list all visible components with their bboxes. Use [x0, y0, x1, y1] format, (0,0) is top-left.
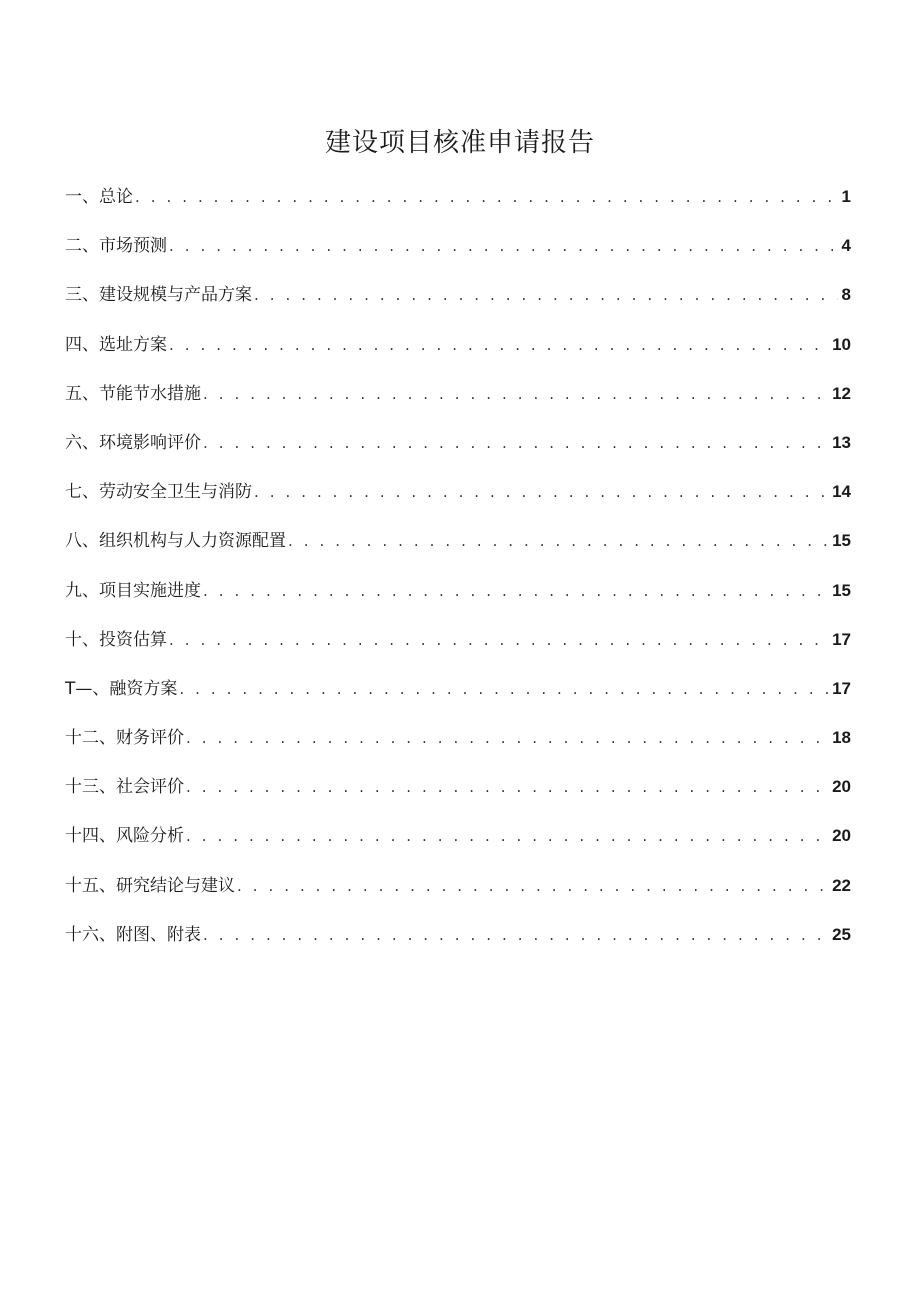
toc-page-number: 12 [832, 383, 851, 403]
toc-dot-leader [203, 426, 828, 460]
toc-page-number: 17 [832, 678, 851, 698]
toc-entry-7[interactable] [65, 475, 851, 524]
toc-dot-leader [254, 278, 838, 312]
toc-page-number: 22 [832, 875, 851, 895]
toc-entry-15[interactable] [65, 869, 851, 918]
toc-entry-5[interactable] [65, 377, 851, 426]
toc-page-number: 1 [841, 187, 851, 206]
toc-page-number: 20 [832, 826, 851, 846]
toc-entry-label: 十四、风险分析 [65, 826, 184, 847]
toc-entry-13[interactable] [65, 770, 851, 819]
toc-page-number: 13 [832, 432, 851, 452]
toc-dot-leader [237, 869, 828, 903]
toc-entry-4[interactable] [65, 328, 851, 377]
toc-entry-label: 六、环境影响评价 [65, 432, 201, 453]
toc-dot-leader [169, 623, 828, 657]
toc-entry-label: 九、项目实施进度 [65, 580, 201, 601]
toc-dot-leader [203, 918, 828, 952]
document-title: 建设项目核准申请报告 [324, 128, 595, 158]
toc-page-number: 4 [841, 236, 851, 256]
toc-entry-label: 十五、研究结论与建议 [65, 875, 235, 896]
toc-entry-label: 十三、社会评价 [65, 777, 184, 798]
toc-entry-3[interactable] [65, 278, 851, 327]
toc-page-number: 10 [832, 334, 851, 354]
toc-entry-label: 十六、附图、附表 [65, 924, 201, 945]
toc-entry-11[interactable] [65, 672, 851, 721]
toc-entry-label: 三、建设规模与产品方案 [65, 285, 252, 306]
toc-entry-label: 七、劳动安全卫生与消防 [65, 482, 252, 503]
toc-page-number: 25 [832, 924, 851, 944]
toc-page-number: 18 [832, 728, 851, 748]
toc-entry-label: 八、组织机构与人力资源配置 [65, 531, 286, 552]
toc-dot-leader [186, 819, 828, 853]
toc-page-number: 15 [832, 531, 851, 551]
toc-entry-1[interactable] [65, 180, 851, 229]
toc-entry-label: T—、融资方案 [65, 678, 178, 699]
toc-entry-label: 十二、财务评价 [65, 728, 184, 749]
toc-entry-8[interactable] [65, 524, 851, 573]
toc-dot-leader [135, 180, 838, 214]
toc-dot-leader [203, 377, 828, 411]
toc-dot-leader [203, 574, 828, 608]
toc-page-number: 15 [832, 580, 851, 600]
toc-dot-leader [288, 524, 828, 558]
table-of-contents [65, 180, 851, 967]
toc-entry-label: 二、市场预测 [65, 236, 167, 257]
toc-page-number: 14 [832, 482, 851, 502]
toc-entry-label: 五、节能节水措施 [65, 383, 201, 404]
toc-dot-leader [179, 672, 828, 706]
toc-entry-10[interactable] [65, 623, 851, 672]
toc-entry-6[interactable] [65, 426, 851, 475]
toc-page-number: 17 [832, 629, 851, 649]
toc-entry-14[interactable] [65, 819, 851, 868]
toc-page-number: 20 [832, 777, 851, 797]
toc-page-number: 8 [841, 285, 851, 305]
toc-entry-16[interactable] [65, 918, 851, 967]
toc-entry-2[interactable] [65, 229, 851, 278]
toc-dot-leader [186, 770, 828, 804]
toc-dot-leader [169, 328, 828, 362]
toc-entry-12[interactable] [65, 721, 851, 770]
toc-entry-label: 四、选址方案 [65, 334, 167, 355]
toc-entry-9[interactable] [65, 574, 851, 623]
toc-dot-leader [254, 475, 828, 509]
toc-dot-leader [186, 721, 828, 755]
toc-entry-label: 一、总论 [65, 187, 133, 207]
toc-entry-label: 十、投资估算 [65, 629, 167, 650]
toc-dot-leader [169, 229, 838, 263]
